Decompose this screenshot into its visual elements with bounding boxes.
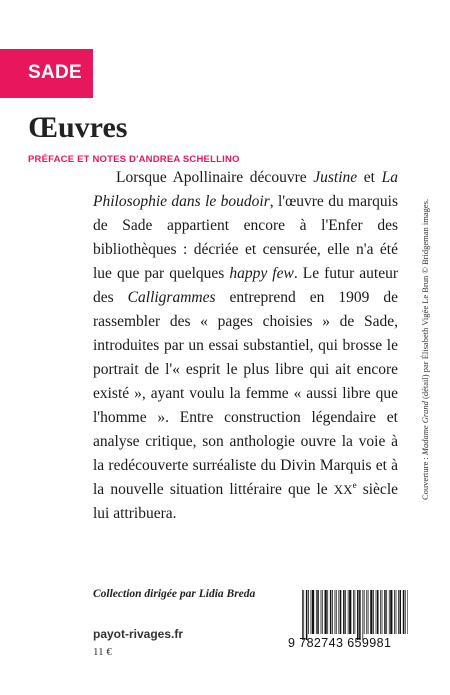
blurb-phrase-happy-few: happy few (229, 265, 294, 282)
price: 11 € (93, 646, 112, 658)
blurb-text: Lorsque Apollinaire découvre (116, 169, 307, 186)
blurb-text: siècle lui attribuera. (93, 481, 399, 522)
blurb-text: et (363, 169, 375, 186)
blurb-text: . Le futur auteur des (93, 265, 398, 306)
author-banner (0, 49, 93, 98)
credit-artwork-title: Madame Grand (420, 401, 430, 456)
blurb-text: entreprend en 1909 de rassembler des « pages choisies » de Sade, introduites par un essai substantiel, qui brosse le portrait de l'« esprit le plus libre qui ait encore existé », ayant voulu la femme « aussi libre que l'homme ». Entre construction légendaire et analyse critique, son anthologie ouvre la voie à la redécouverte surréaliste du Divin Marquis et à la nouvelle situation littéraire que le (93, 289, 399, 498)
publisher-website: payot-rivages.fr (93, 627, 184, 641)
century-number: XX (333, 482, 353, 497)
cover-image-credit (420, 199, 430, 500)
credit-prefix: Couverture : (420, 457, 430, 500)
century-superscript: e (352, 479, 357, 490)
back-cover-blurb (93, 166, 398, 526)
blurb-title-justine: Justine (313, 169, 358, 186)
book-subtitle: PRÉFACE ET NOTES D'ANDREA SCHELLINO (28, 154, 240, 165)
blurb-title-philosophie: La Philosophie dans le boudoir (93, 169, 398, 210)
blurb-title-calligrammes: Calligrammes (127, 289, 216, 306)
isbn-number: 9 782743 659981 (288, 636, 392, 650)
author-name: SADE (28, 62, 82, 83)
book-title: Œuvres (28, 111, 128, 144)
credit-suffix: (détail) par Élisabeth Vigée Le Brun © Bridgeman images. (420, 198, 430, 399)
blurb-text: , l'œuvre du marquis de Sade appartient encore à l'Enfer des bibliothèques : décriée et censurée, elle n'a été lue que par quelques (93, 193, 398, 282)
collection-editor: Collection dirigée par Lidia Breda (93, 588, 256, 600)
